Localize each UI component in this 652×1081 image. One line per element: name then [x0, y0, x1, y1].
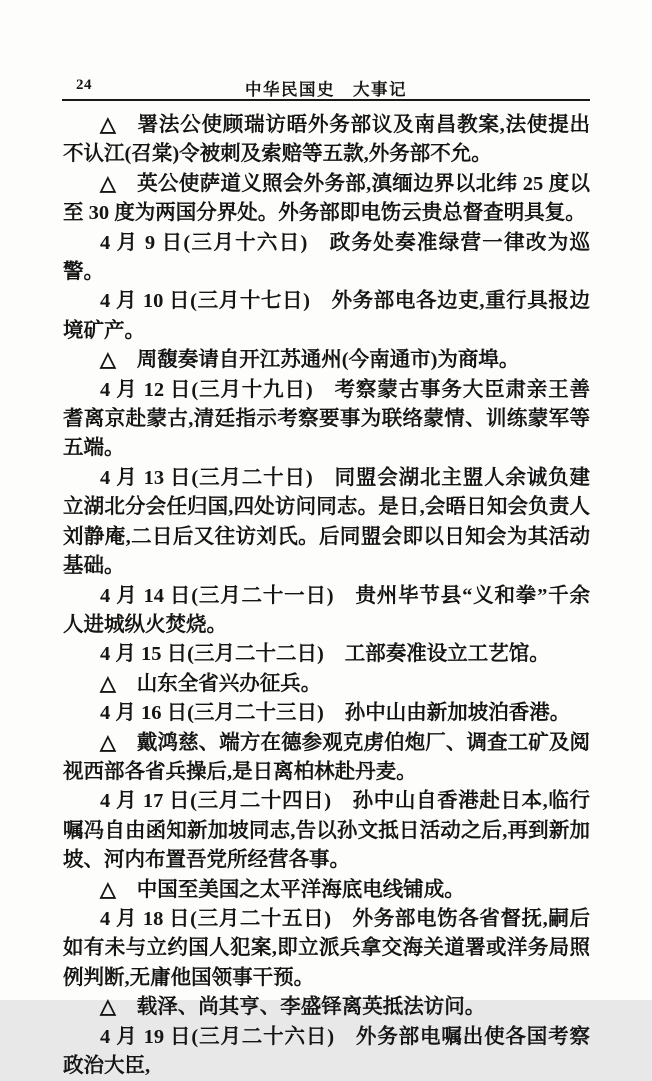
entry-date: 4 月 12 日(三月十九日) — [100, 378, 313, 401]
list-item — [63, 699, 590, 728]
list-item — [63, 582, 590, 641]
entry-date: 4 月 10 日(三月十七日) — [100, 290, 310, 313]
entry-marker: △ — [100, 114, 117, 136]
list-item — [63, 376, 590, 464]
entry-date: 4 月 19 日(三月二十六日) — [100, 1025, 335, 1048]
entry-text: 戴鸿慈、端方在德参观克虏伯炮厂、调查工矿及阅视西部各省兵操后,是日离柏林赴丹麦。 — [63, 731, 591, 783]
entry-marker: △ — [100, 878, 116, 901]
list-item — [63, 787, 590, 875]
list-item — [63, 464, 590, 582]
entry-marker: △ — [100, 731, 116, 754]
entry-date: 4 月 18 日(三月二十五日) — [100, 907, 332, 930]
list-item — [63, 670, 590, 699]
entry-date: 4 月 17 日(三月二十四日) — [100, 790, 332, 813]
entry-text: 外务部电嘱出使各国考察政治大臣, — [63, 1025, 591, 1077]
list-item — [63, 729, 590, 788]
entry-date: 4 月 15 日(三月二十二日) — [100, 643, 324, 666]
entry-text: 署法公使顾瑞访晤外务部议及南昌教案,法使提出不认江(召棠)令被刺及索赔等五款,外务部不允。 — [63, 114, 591, 166]
entry-date: 4 月 16 日(三月二十三日) — [100, 702, 324, 725]
list-item — [63, 1023, 590, 1081]
entry-text: 山东全省兴办征兵。 — [136, 672, 322, 695]
entry-text: 孙中山自香港赴日本,临行嘱冯自由函知新加坡同志,告以孙文抵日活动之后,再到新加坡、河内布置吾党所经营各事。 — [63, 790, 590, 872]
page-number: 24 — [76, 77, 92, 93]
list-item — [63, 111, 590, 170]
list-item — [63, 170, 590, 229]
entry-text: 外务部电各边吏,重行具报边境矿产。 — [63, 290, 590, 342]
list-item — [63, 905, 590, 993]
entry-text: 外务部电饬各省督抚,嗣后如有未与立约国人犯案,即立派兵拿交海关道署或洋务局照例判断,无庸他国领事干预。 — [63, 907, 590, 989]
chronicle-body — [63, 111, 590, 1081]
entry-marker: △ — [100, 349, 116, 372]
running-head — [62, 74, 590, 98]
entry-text: 政务处奏准绿营一律改为巡警。 — [63, 231, 591, 284]
list-item — [63, 640, 590, 669]
entry-text: 同盟会湖北主盟人余诚负建立湖北分会任归国,四处访问同志。是日,会晤日知会负责人刘静庵,二日后又往访刘氏。后同盟会即以日知会为其活动基础。 — [63, 466, 591, 578]
page-title: 中华民国史 大事记 — [245, 80, 407, 99]
entry-text: 工部奏准设立工艺馆。 — [344, 643, 550, 666]
list-item — [63, 229, 590, 288]
entry-text: 载泽、尚其亨、李盛铎离英抵法访问。 — [136, 996, 486, 1019]
entry-text: 考察蒙古事务大臣肃亲王善耆离京赴蒙古,清廷指示考察要事为联络蒙情、训练蒙军等五端。 — [63, 378, 591, 460]
entry-text: 周馥奏请自开江苏通州(今南通市)为商埠。 — [136, 349, 520, 372]
entry-text: 贵州毕节县“义和拳”千余人进城纵火焚烧。 — [63, 584, 590, 636]
entry-date: 4 月 14 日(三月二十一日) — [100, 584, 334, 607]
entry-text: 中国至美国之太平洋海底电线铺成。 — [136, 878, 465, 901]
header-divider — [62, 99, 590, 101]
list-item — [63, 287, 590, 346]
entry-text: 孙中山由新加坡泊香港。 — [344, 702, 571, 725]
entry-date: 4 月 13 日(三月二十日) — [100, 466, 313, 489]
list-item — [63, 346, 590, 375]
entry-date: 4 月 9 日(三月十六日) — [100, 231, 308, 254]
entry-text: 英公使萨道义照会外务部,滇缅边界以北纬 25 度以至 30 度为两国分界处。外务部即电饬云贵总督查明具复。 — [63, 172, 591, 225]
entry-marker: △ — [100, 672, 116, 695]
list-item — [63, 993, 590, 1022]
entry-marker: △ — [100, 996, 116, 1019]
list-item — [63, 876, 590, 905]
entry-marker: △ — [100, 172, 117, 195]
